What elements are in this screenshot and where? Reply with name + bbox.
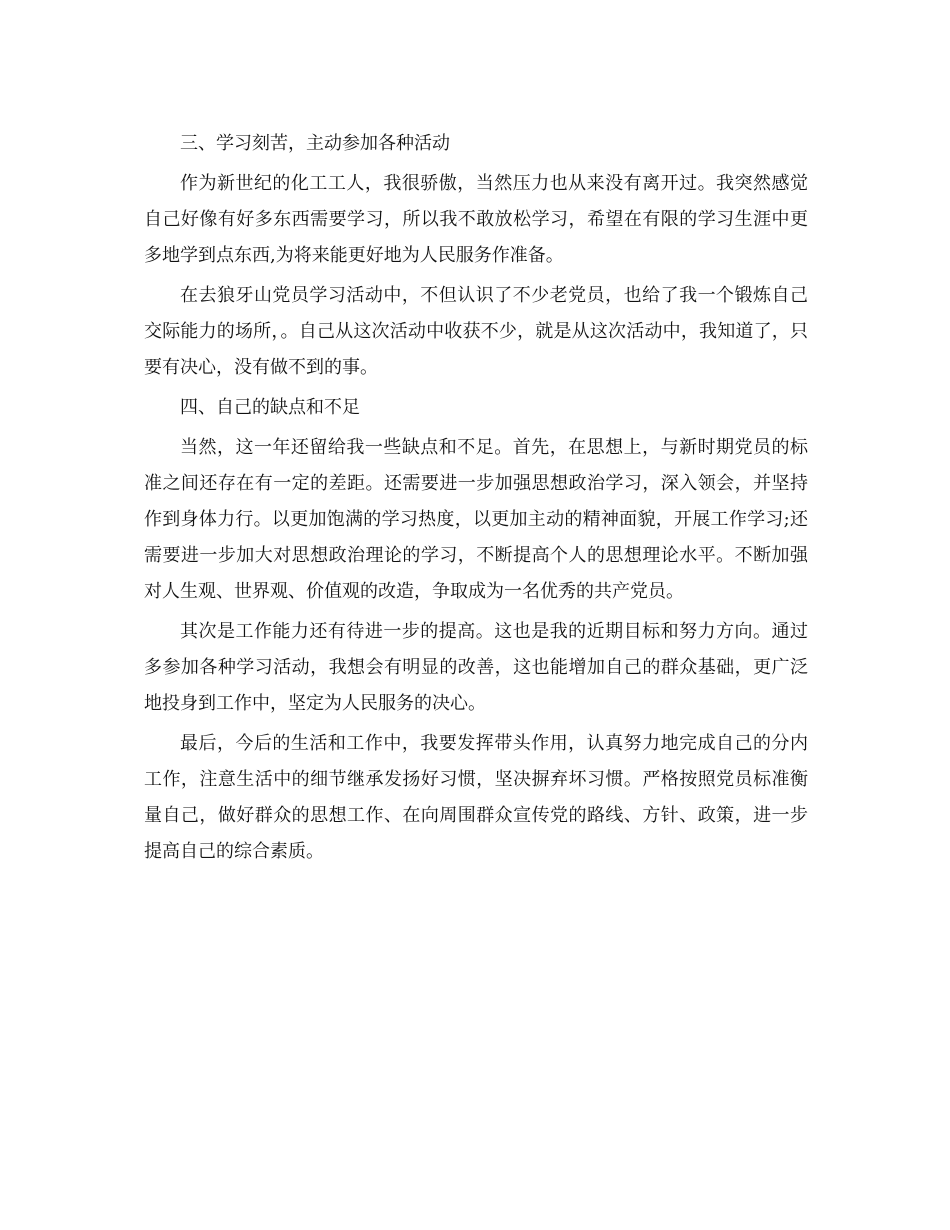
paragraph-2: 在去狼牙山党员学习活动中，不但认识了不少老党员，也给了我一个锻炼自己交际能力的场所，。自己从这次活动中收获不少，就是从这次活动中，我知道了，只要有决心，没有做不到的事。 <box>144 285 808 378</box>
section-heading-3: 三、学习刻苦，主动参加各种活动 <box>180 133 450 154</box>
paragraph-4: 其次是工作能力还有待进一步的提高。这也是我的近期目标和努力方向。通过多参加各种学习活动，我想会有明显的改善，这也能增加自己的群众基础，更广泛地投身到工作中，坚定为人民服务的决心。 <box>144 621 808 714</box>
paragraph-3: 当然，这一年还留给我一些缺点和不足。首先，在思想上，与新时期党员的标准之间还存在有一定的差距。还需要进一步加强思想政治学习，深入领会，并坚持作到身体力行。以更加饱满的学习热度，以更加主动的精神面貌，开展工作学习;还需要进一步加大对思想政治理论的学习，不断提高个人的思想理论水平。不断加强对人生观、世界观、价值观的改造，争取成为一名优秀的共产党员。 <box>144 437 808 602</box>
paragraph-1: 作为新世纪的化工工人，我很骄傲，当然压力也从来没有离开过。我突然感觉自己好像有好多东西需要学习，所以我不敢放松学习，希望在有限的学习生涯中更多地学到点东西,为将来能更好地为人民服务作准备。 <box>144 173 808 266</box>
document-body <box>144 126 808 874</box>
paragraph-5: 最后，今后的生活和工作中，我要发挥带头作用，认真努力地完成自己的分内工作，注意生活中的细节继承发扬好习惯，坚决摒弃坏习惯。严格按照党员标准衡量自己，做好群众的思想工作、在向周围群众宣传党的路线、方针、政策，进一步提高自己的综合素质。 <box>144 733 808 862</box>
section-heading-4: 四、自己的缺点和不足 <box>180 397 360 418</box>
